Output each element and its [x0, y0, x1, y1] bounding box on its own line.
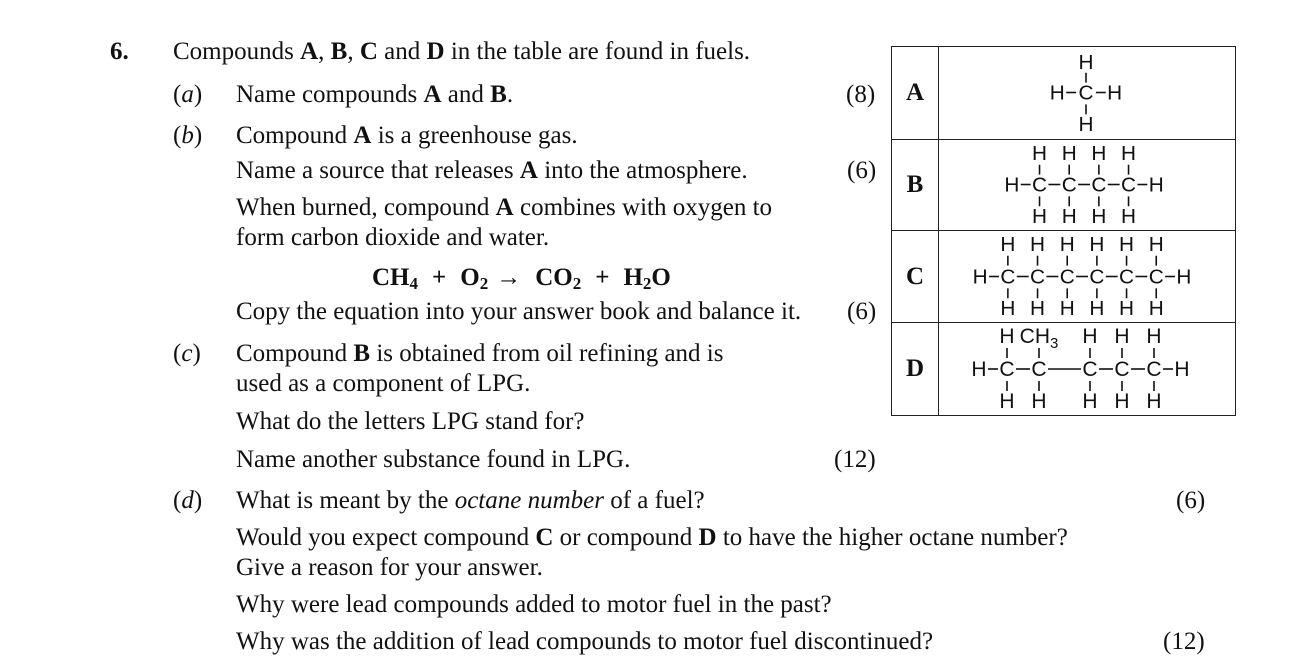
d2-c: C	[535, 524, 554, 551]
part-b-letter: b	[181, 122, 194, 149]
table-row-b	[892, 140, 1235, 231]
part-d-line3: Give a reason for your answer.	[236, 554, 543, 581]
part-d-marks-2: (12)	[1163, 628, 1205, 655]
atom: H	[1082, 390, 1098, 413]
b3-post: combines with oxygen to	[513, 194, 773, 221]
b1-a: A	[353, 122, 372, 149]
c1-pre: Compound	[236, 340, 354, 367]
part-b-line4: form carbon dioxide and water.	[236, 224, 550, 251]
atom: C	[1089, 265, 1105, 289]
part-d-open: (	[173, 487, 182, 514]
b3-pre: When burned, compound	[236, 194, 496, 221]
atom: C	[1059, 265, 1075, 289]
eq-plus-1: +	[432, 264, 447, 291]
atom: C	[1082, 358, 1098, 381]
atom: H	[1121, 141, 1137, 165]
methane-formula-svg	[939, 47, 1235, 139]
intro-a: A	[300, 38, 319, 65]
part-b-close: )	[193, 122, 203, 149]
part-d-label	[173, 486, 202, 516]
atom: C	[1030, 265, 1046, 289]
atom: H	[1000, 297, 1016, 321]
part-b-marks-1: (6)	[847, 157, 877, 184]
atom: H	[1061, 205, 1077, 229]
eq-co: CO	[535, 264, 573, 291]
part-a-marks: (8)	[846, 81, 876, 108]
eq-ch-sub: 4	[409, 274, 418, 293]
atom: H	[1148, 297, 1164, 321]
table-row-c	[892, 231, 1235, 323]
part-d-line2	[236, 523, 1068, 553]
b2-post: into the atmosphere.	[537, 157, 748, 184]
atom: H	[1049, 81, 1065, 105]
part-b-line5: Copy the equation into your answer book and balance it.	[236, 298, 802, 325]
part-b-line1	[236, 121, 578, 151]
branch-ch: CH	[1019, 325, 1050, 348]
eq-h2o-o: O	[651, 264, 671, 291]
b2-a: A	[519, 157, 538, 184]
d2-post: to have the higher octane number?	[716, 524, 1068, 551]
part-c-line3: What do the letters LPG stand for?	[236, 408, 585, 435]
part-b-line3	[236, 193, 772, 223]
atom: H	[1089, 232, 1105, 256]
b3-a: A	[495, 194, 514, 221]
intro-post: in the table are found in fuels.	[444, 38, 751, 65]
part-c-line4: Name another substance found in LPG.	[236, 446, 631, 473]
atom: C	[1000, 265, 1016, 289]
part-a-post: .	[506, 81, 514, 108]
b1-post: is a greenhouse gas.	[371, 122, 578, 149]
atom: H	[1148, 232, 1164, 256]
d1-em: octane number	[454, 487, 604, 514]
atom: C	[1146, 358, 1162, 381]
part-a-mid: and	[441, 81, 491, 108]
atom: H	[1082, 325, 1098, 348]
structure-methane	[939, 47, 1235, 139]
d1-post: of a fuel?	[603, 487, 705, 514]
part-c-line1	[236, 339, 723, 369]
atom: H	[1119, 232, 1135, 256]
intro-sep1: ,	[318, 38, 331, 65]
atom: H	[1032, 141, 1048, 165]
row-label-d: D	[892, 323, 939, 415]
intro-sep3: and	[377, 38, 427, 65]
intro-sep2: ,	[347, 38, 360, 65]
atom: H	[1119, 297, 1135, 321]
part-d-close: )	[193, 487, 203, 514]
part-d-marks-1: (6)	[1176, 487, 1206, 514]
atom: H	[1031, 390, 1047, 413]
table-row-a	[892, 47, 1235, 140]
atom: H	[1089, 297, 1105, 321]
b1-pre: Compound	[236, 122, 354, 149]
atom: H	[1000, 232, 1016, 256]
atom: H	[1174, 358, 1190, 381]
atom: H	[1091, 141, 1107, 165]
part-d-line5: Why was the addition of lead compounds to motor fuel discontinued?	[236, 628, 934, 655]
atom: C	[1061, 173, 1077, 197]
part-d-line4: Why were lead compounds added to motor fuel in the past?	[236, 591, 832, 618]
question-number: 6.	[110, 38, 129, 65]
c1-post: is obtained from oil refining and is	[370, 340, 724, 367]
part-d-letter: d	[181, 487, 194, 514]
atom: H	[1114, 325, 1130, 348]
part-a-label	[173, 80, 202, 110]
row-label-c: C	[892, 231, 939, 322]
atom: C	[1032, 173, 1048, 197]
part-b-marks-2: (6)	[847, 298, 877, 325]
atom: C	[1114, 358, 1130, 381]
structure-butane	[939, 140, 1235, 230]
atom: H	[1121, 205, 1137, 229]
c1-b: B	[353, 340, 371, 367]
atom: H	[999, 325, 1015, 348]
atom: H	[999, 390, 1015, 413]
eq-ch: CH	[372, 264, 410, 291]
atom: H	[1146, 325, 1162, 348]
methylpentane-formula-svg	[939, 323, 1235, 415]
part-c-label	[173, 339, 201, 369]
atom: C	[1119, 265, 1135, 289]
atom: H	[1004, 173, 1020, 197]
atom: C	[1121, 173, 1137, 197]
bonds	[988, 348, 1173, 391]
atom: H	[1059, 232, 1075, 256]
eq-arrow: →	[496, 264, 522, 291]
part-b-line2	[236, 156, 748, 186]
d2-d: D	[698, 524, 717, 551]
bonds	[989, 256, 1175, 299]
eq-co-sub: 2	[572, 274, 582, 293]
part-a-close: )	[193, 81, 203, 108]
atom: H	[1107, 81, 1123, 105]
part-c-close: )	[192, 340, 201, 367]
table-row-d	[892, 323, 1235, 415]
combustion-equation	[372, 263, 671, 293]
atom: C	[999, 358, 1015, 381]
atom: C	[1031, 358, 1047, 381]
atom: H	[1114, 390, 1130, 413]
branch-sub: 3	[1050, 335, 1059, 352]
hexane-formula-svg	[939, 231, 1235, 322]
part-d-line1	[236, 486, 705, 516]
atom: H	[1078, 50, 1094, 74]
eq-o-sub: 2	[479, 274, 489, 293]
atom: H	[1030, 297, 1046, 321]
d1-pre: What is meant by the	[236, 487, 455, 514]
atom: C	[1078, 81, 1094, 105]
butane-formula-svg	[939, 140, 1235, 230]
atom: H	[1148, 173, 1164, 197]
row-label-b: B	[892, 140, 939, 230]
d2-pre: Would you expect compound	[236, 524, 536, 551]
atom: H	[972, 265, 988, 289]
part-b-label	[173, 121, 202, 151]
part-a-letter: a	[181, 81, 194, 108]
row-label-a: A	[892, 47, 939, 139]
atom: H	[1030, 232, 1046, 256]
question-intro	[173, 37, 750, 67]
part-a-open: (	[173, 81, 182, 108]
part-c-open: (	[173, 340, 182, 367]
intro-c: C	[359, 38, 378, 65]
intro-text: Compounds	[173, 38, 301, 65]
structure-2-methylpentane	[939, 323, 1235, 415]
part-c-letter: c	[181, 340, 193, 367]
atom: H	[1176, 265, 1192, 289]
part-c-line2: used as a component of LPG.	[236, 370, 531, 397]
atom: H	[1032, 205, 1048, 229]
part-a-text	[236, 80, 513, 110]
part-a-b: B	[490, 81, 507, 108]
structure-hexane	[939, 231, 1235, 322]
atom: C	[1091, 173, 1107, 197]
d2-mid: or compound	[553, 524, 699, 551]
atom: H	[1078, 113, 1094, 137]
atom: H	[1061, 141, 1077, 165]
atom: H	[1059, 297, 1075, 321]
part-b-open: (	[173, 122, 182, 149]
atom: H	[1091, 205, 1107, 229]
eq-h: H	[623, 264, 643, 291]
b2-pre: Name a source that releases	[236, 157, 520, 184]
eq-o: O	[460, 264, 480, 291]
part-a-pre: Name compounds	[236, 81, 424, 108]
intro-d: D	[426, 38, 445, 65]
atom: H	[1146, 390, 1162, 413]
atom: H	[971, 358, 987, 381]
eq-h-sub: 2	[642, 274, 652, 293]
structures-table	[891, 46, 1236, 416]
part-a-a: A	[423, 81, 442, 108]
atom: C	[1148, 265, 1164, 289]
part-c-marks: (12)	[834, 446, 876, 473]
branch-ch3	[1020, 325, 1059, 352]
eq-plus-2: +	[595, 264, 610, 291]
intro-b: B	[330, 38, 348, 65]
